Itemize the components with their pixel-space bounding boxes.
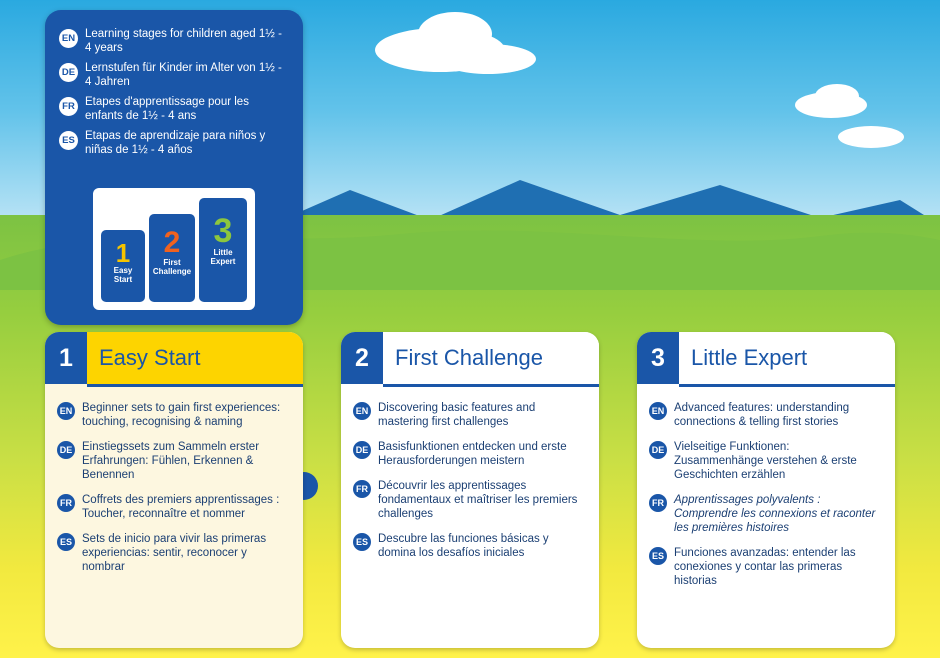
stage-1-text-es: Sets de inicio para vivir las primeras experiencias: sentir, reconocer y nombrar	[82, 533, 267, 573]
stage-column-first-challenge	[341, 332, 599, 648]
language-badge-en: EN	[649, 402, 667, 420]
intro-language-row	[59, 130, 289, 157]
stage-card-2-label-line2: Challenge	[152, 267, 192, 276]
stage-2-text-en: Discovering basic features and mastering first challenges	[378, 402, 536, 428]
intro-panel	[45, 10, 303, 325]
language-badge-de: DE	[353, 441, 371, 459]
language-badge-es: ES	[353, 533, 371, 551]
stage-card-2	[149, 214, 195, 302]
stage-1-title: Easy Start	[87, 332, 303, 384]
intro-language-row	[59, 28, 289, 55]
stage-3-title: Little Expert	[679, 332, 895, 384]
stage-card-3-number: 3	[213, 212, 233, 250]
stage-card-3-label-line1: Little	[213, 248, 233, 257]
language-badge-fr: FR	[353, 480, 371, 498]
intro-language-row	[59, 62, 289, 89]
stage-3-number: 3	[637, 332, 679, 384]
stage-columns	[45, 332, 895, 648]
stage-1-row-fr	[57, 493, 289, 521]
stage-2-row-fr	[353, 479, 585, 521]
stage-2-header	[341, 332, 599, 384]
language-badge-es: ES	[649, 547, 667, 565]
language-badge-en: EN	[57, 402, 75, 420]
stage-card-3-label-line2: Expert	[210, 257, 236, 266]
intro-text-de: Lernstufen für Kinder im Alter von 1½ - 4 Jahren	[85, 62, 282, 88]
intro-text-en: Learning stages for children aged 1½ - 4 years	[85, 28, 282, 54]
cloud-icon	[815, 84, 859, 108]
stage-1-text-en: Beginner sets to gain first experiences: touching, recognising & naming	[82, 402, 281, 428]
stage-3-body	[637, 387, 895, 648]
stage-card-1-label-line1: Easy	[113, 266, 133, 275]
stage-1-row-en	[57, 401, 289, 429]
stage-column-little-expert	[637, 332, 895, 648]
stage-card-2-label-line1: First	[163, 258, 181, 267]
stage-2-row-de	[353, 440, 585, 468]
language-badge-fr: FR	[59, 97, 78, 116]
language-badge-de: DE	[57, 441, 75, 459]
stage-card-3	[199, 198, 247, 302]
stage-3-text-de: Vielseitige Funktionen: Zusammenhänge verstehen & erste Geschichten erzählen	[674, 441, 857, 481]
language-badge-fr: FR	[649, 494, 667, 512]
stage-2-row-es	[353, 532, 585, 560]
language-badge-de: DE	[59, 63, 78, 82]
cloud-icon	[440, 44, 536, 74]
stage-card-1	[101, 230, 145, 302]
stage-3-row-de	[649, 440, 881, 482]
stage-3-row-fr	[649, 493, 881, 535]
stage-2-number: 2	[341, 332, 383, 384]
stage-card-2-number: 2	[163, 226, 181, 259]
language-badge-de: DE	[649, 441, 667, 459]
stage-column-easy-start	[45, 332, 303, 648]
stage-cards-graphic	[93, 188, 255, 310]
stage-1-number: 1	[45, 332, 87, 384]
stage-card-1-label-line2: Start	[113, 275, 133, 284]
intro-text-fr: Etapes d'apprentissage pour les enfants de 1½ - 4 ans	[85, 96, 249, 122]
stage-3-row-en	[649, 401, 881, 429]
stage-2-body	[341, 387, 599, 648]
stage-1-header	[45, 332, 303, 384]
stage-2-text-de: Basisfunktionen entdecken und erste Herausforderungen meistern	[378, 441, 567, 467]
intro-text-es: Etapas de aprendizaje para niños y niñas de 1½ - 4 años	[85, 130, 266, 156]
stage-3-text-fr: Apprentissages polyvalents : Comprendre les connexions et raconter les premières histoires	[674, 494, 876, 534]
language-badge-en: EN	[353, 402, 371, 420]
language-badge-es: ES	[57, 533, 75, 551]
stage-3-text-es: Funciones avanzadas: entender las conexiones y contar las primeras historias	[674, 547, 856, 587]
stage-3-text-en: Advanced features: understanding connections & telling first stories	[674, 402, 850, 428]
stage-3-row-es	[649, 546, 881, 588]
intro-language-row	[59, 96, 289, 123]
stage-2-title: First Challenge	[383, 332, 599, 384]
stage-1-body	[45, 387, 303, 648]
language-badge-en: EN	[59, 29, 78, 48]
stage-2-text-es: Descubre las funciones básicas y domina los desafíos iniciales	[378, 533, 549, 559]
language-badge-fr: FR	[57, 494, 75, 512]
stage-1-row-de	[57, 440, 289, 482]
stage-1-text-fr: Coffrets des premiers apprentissages : Toucher, reconnaître et nommer	[82, 494, 280, 520]
stage-2-row-en	[353, 401, 585, 429]
stage-card-1-number: 1	[115, 238, 131, 268]
intro-language-list	[45, 10, 303, 157]
stage-1-text-de: Einstiegssets zum Sammeln erster Erfahrungen: Fühlen, Erkennen & Benennen	[82, 441, 260, 481]
stage-1-row-es	[57, 532, 289, 574]
language-badge-es: ES	[59, 131, 78, 150]
stage-3-header	[637, 332, 895, 384]
stage-2-text-fr: Découvrir les apprentissages fondamentaux et maîtriser les premiers challenges	[378, 480, 578, 520]
cloud-icon	[838, 126, 904, 148]
